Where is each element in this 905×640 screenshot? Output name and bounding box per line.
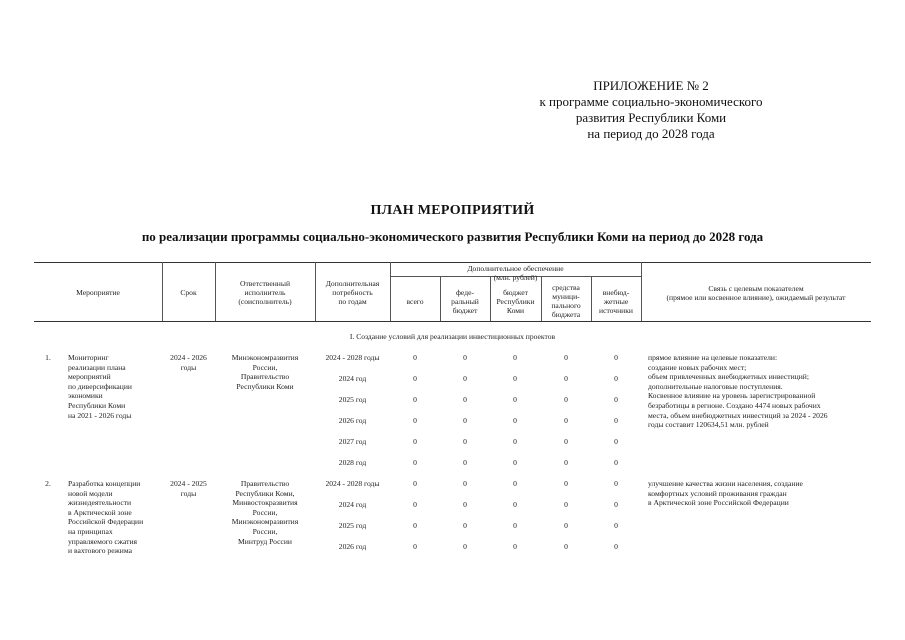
value-offbudget: 0: [614, 416, 618, 425]
value-offbudget: 0: [614, 395, 618, 404]
value-offbudget: 0: [614, 521, 618, 530]
row-result: прямое влияние на целевые показатели: создание новых рабочих мест; объем привлеченных внебюджетных инвестиций; дополнительные налоговые поступления. Косвенное влияние на уровень зарегистрированной безработицы в регионе. Создано 4474 новых рабочих места, объем внебюджетных инвестиций за 2024 - 2026 годы составит 120634,51 млн. рублей: [648, 353, 828, 430]
row-executor: Минэкономразвития России, Правительство Республики Коми: [231, 353, 299, 391]
value-republic: 0: [513, 395, 517, 404]
value-republic: 0: [513, 521, 517, 530]
value-republic: 0: [513, 437, 517, 446]
plan-subtitle: по реализации программы социально-экономического развития Республики Коми на период до 2028 года: [141, 229, 764, 244]
value-municipal: 0: [564, 521, 568, 530]
header-need: Дополнительная потребность по годам: [325, 279, 380, 306]
value-municipal: 0: [564, 416, 568, 425]
row-number: 2.: [45, 479, 51, 488]
value-republic: 0: [513, 458, 517, 467]
value-total: 0: [413, 416, 417, 425]
value-total: 0: [413, 437, 417, 446]
period-label: 2027 год: [338, 437, 367, 446]
row-number: 1.: [45, 353, 51, 362]
value-federal: 0: [463, 395, 467, 404]
header-funding: Дополнительное обеспечение (млн. рублей): [467, 264, 564, 282]
section-title: I. Создание условий для реализации инвестиционных проектов: [349, 332, 556, 341]
value-offbudget: 0: [614, 374, 618, 383]
value-municipal: 0: [564, 374, 568, 383]
value-municipal: 0: [564, 500, 568, 509]
period-label: 2025 год: [338, 395, 367, 404]
header-republic: бюджет Республики Коми: [496, 288, 535, 315]
value-municipal: 0: [564, 458, 568, 467]
value-offbudget: 0: [614, 542, 618, 551]
value-total: 0: [413, 542, 417, 551]
row-executor: Правительство Республики Коми, Минвостокразвития России, Минэкономразвития России, Минтруд России: [231, 479, 299, 546]
appendix-line-2: к программе социально-экономического: [539, 94, 763, 109]
value-total: 0: [413, 479, 417, 488]
header-term: Срок: [180, 288, 197, 297]
value-total: 0: [413, 521, 417, 530]
header-offbudget: внебюд- жетные источники: [599, 288, 633, 315]
plan-title: ПЛАН МЕРОПРИЯТИЙ: [370, 203, 535, 218]
period-label: 2026 год: [338, 416, 367, 425]
header-total: всего: [406, 297, 424, 306]
value-republic: 0: [513, 542, 517, 551]
value-total: 0: [413, 374, 417, 383]
header-executor: Ответственный исполнитель (соисполнитель): [238, 279, 292, 306]
value-offbudget: 0: [614, 479, 618, 488]
period-label: 2028 год: [338, 458, 367, 467]
value-offbudget: 0: [614, 353, 618, 362]
period-label: 2026 год: [338, 542, 367, 551]
value-federal: 0: [463, 458, 467, 467]
value-offbudget: 0: [614, 458, 618, 467]
period-label: 2024 год: [338, 500, 367, 509]
value-total: 0: [413, 500, 417, 509]
period-label: 2024 - 2028 годы: [325, 353, 380, 362]
header-activity: Мероприятие: [76, 288, 120, 297]
appendix-line-3: развития Республики Коми: [575, 110, 727, 125]
value-municipal: 0: [564, 542, 568, 551]
period-label: 2025 год: [338, 521, 367, 530]
value-total: 0: [413, 353, 417, 362]
appendix-line-4: на период до 2028 года: [587, 126, 715, 141]
value-federal: 0: [463, 479, 467, 488]
value-federal: 0: [463, 521, 467, 530]
value-municipal: 0: [564, 395, 568, 404]
row-activity: Разработка концепции новой модели жизнедеятельности в Арктической зоне Российской Федерации на принципах управляемого сжатия и вахтового режима: [68, 479, 144, 556]
value-republic: 0: [513, 500, 517, 509]
table-top-border: [34, 262, 871, 263]
header-federal: феде- ральный бюджет: [451, 288, 479, 315]
row-term: 2024 - 2026 годы: [170, 353, 207, 372]
header-link: Связь с целевым показателем (прямое или косвенное влияние), ожидаемый результат: [666, 284, 846, 302]
value-federal: 0: [463, 416, 467, 425]
value-total: 0: [413, 458, 417, 467]
period-label: 2024 год: [338, 374, 367, 383]
value-total: 0: [413, 395, 417, 404]
row-activity: Мониторинг реализации плана мероприятий по диверсификации экономики Республики Коми на 2021 - 2026 годы: [68, 353, 132, 420]
value-municipal: 0: [564, 437, 568, 446]
value-federal: 0: [463, 542, 467, 551]
value-offbudget: 0: [614, 500, 618, 509]
value-municipal: 0: [564, 353, 568, 362]
value-republic: 0: [513, 479, 517, 488]
header-municipal: средства муници- пального бюджета: [551, 283, 581, 319]
value-federal: 0: [463, 437, 467, 446]
value-federal: 0: [463, 374, 467, 383]
value-republic: 0: [513, 353, 517, 362]
value-offbudget: 0: [614, 437, 618, 446]
value-republic: 0: [513, 416, 517, 425]
appendix-line-1: ПРИЛОЖЕНИЕ № 2: [593, 78, 709, 93]
value-federal: 0: [463, 353, 467, 362]
value-municipal: 0: [564, 479, 568, 488]
row-term: 2024 - 2025 годы: [170, 479, 207, 498]
value-republic: 0: [513, 374, 517, 383]
row-result: улучшение качества жизни населения, создание комфортных условий проживания граждан в Арктической зоне Российской Федерации: [648, 479, 803, 508]
appendix-header: [501, 78, 801, 142]
period-label: 2024 - 2028 годы: [325, 479, 380, 488]
value-federal: 0: [463, 500, 467, 509]
table-header-bottom-border: [34, 321, 871, 322]
